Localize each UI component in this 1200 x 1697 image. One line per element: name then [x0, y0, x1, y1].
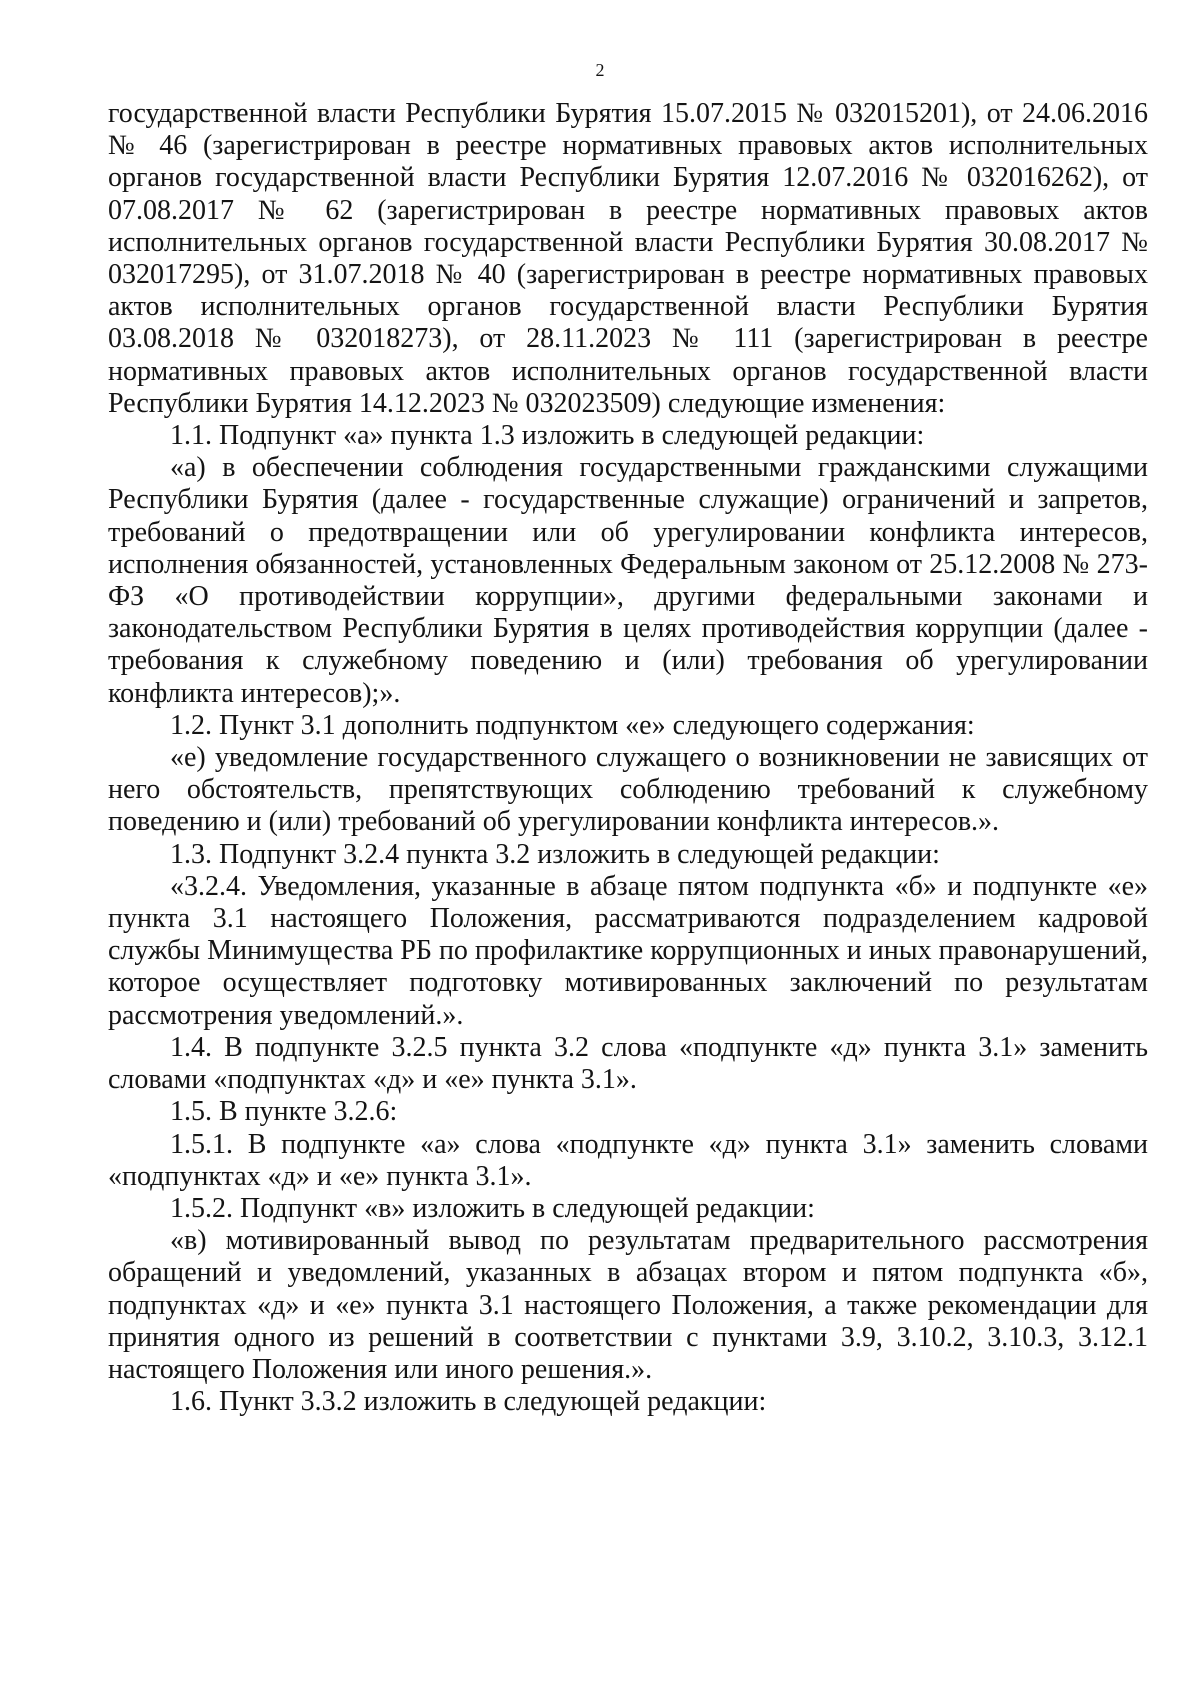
paragraph-1-3: 1.3. Подпункт 3.2.4 пункта 3.2 изложить в следующей редакции: [170, 838, 940, 870]
paragraph-1-2-text: «е) уведомление государственного служащего о возникновении не зависящих от него обстоятельств, препятствующих соблюдению требований к служебному поведению и (или) требований об урегулировании конфликта интересов.». [108, 742, 1148, 838]
paragraph-1-3-text: «3.2.4. Уведомления, указанные в абзаце пятом подпункта «б» и подпункте «е» пункта 3.1 настоящего Положения, рассматриваются подразделением кадровой службы Минимущества РБ по профилактике коррупционных и иных правонарушений, которое осуществляет подготовку мотивированных заключений по результатам рассмотрения уведомлений.». [108, 870, 1148, 1031]
paragraph-1-6: 1.6. Пункт 3.3.2 изложить в следующей редакции: [170, 1386, 767, 1418]
paragraph-1-1: 1.1. Подпункт «а» пункта 1.3 изложить в следующей редакции: [170, 420, 925, 452]
paragraph-1-5-2: 1.5.2. Подпункт «в» изложить в следующей редакции: [170, 1192, 815, 1224]
paragraph-1-5-1: 1.5.1. В подпункте «а» слова «подпункте «д» пункта 3.1» заменить словами «подпунктах «д» и «е» пункта 3.1». [108, 1128, 1148, 1192]
paragraph-1-4: 1.4. В подпункте 3.2.5 пункта 3.2 слова «подпункте «д» пункта 3.1» заменить словами «подпунктах «д» и «е» пункта 3.1». [108, 1031, 1148, 1096]
document-body [108, 98, 1148, 1418]
paragraph-1-2: 1.2. Пункт 3.1 дополнить подпунктом «е» следующего содержания: [170, 709, 975, 741]
paragraph-1-1-text: «а) в обеспечении соблюдения государственными гражданскими служащими Республики Бурятия (далее - государственные служащие) ограничений и запретов, требований о предотвращении или об урегулировании конфликта интересов, исполнения обязанностей, установленных Федеральным законом от 25.12.2008 № 273-ФЗ «О противодействии коррупции», другими федеральными законами и законодательством Республики Бурятия в целях противодействия коррупции (далее - требования к служебному поведению и (или) требования об урегулировании конфликта интересов);». [108, 452, 1148, 709]
paragraph-1-5: 1.5. В пункте 3.2.6: [170, 1096, 398, 1128]
paragraph-amendment-intro: государственной власти Республики Бурятия 15.07.2015 № 032015201), от 24.06.2016 № 46 (зарегистрирован в реестре нормативных правовых актов исполнительных органов государственной власти Республики Бурятия 12.07.2016 № 032016262), от 07.08.2017 № 62 (зарегистрирован в реестре нормативных правовых актов исполнительных органов государственной власти Республики Бурятия 30.08.2017 № 032017295), от 31.07.2018 № 40 (зарегистрирован в реестре нормативных правовых актов исполнительных органов государственной власти Республики Бурятия 03.08.2018 № 032018273), от 28.11.2023 № 111 (зарегистрирован в реестре нормативных правовых актов исполнительных органов государственной власти Республики Бурятия 14.12.2023 № 032023509) следующие изменения: [108, 98, 1148, 419]
paragraph-1-5-2-text: «в) мотивированный вывод по результатам предварительного рассмотрения обращений и уведомлений, указанных в абзацах втором и пятом подпункта «б», подпунктах «д» и «е» пункта 3.1 настоящего Положения, а также рекомендации для принятия одного из решений в соответствии с пунктами 3.9, 3.10.2, 3.10.3, 3.12.1 настоящего Положения или иного решения.». [108, 1225, 1148, 1385]
page-number: 2 [595, 60, 605, 80]
